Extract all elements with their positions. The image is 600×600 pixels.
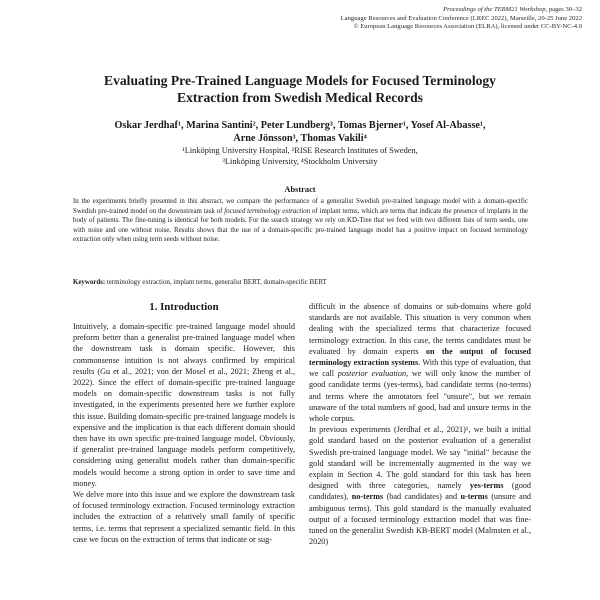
left-column	[73, 321, 295, 545]
right-p2-text-e: (bad candidates) and	[383, 492, 461, 502]
proceedings-header	[341, 6, 582, 32]
authors-line-1: Oskar Jerdhaf¹, Marina Santini², Peter Lundberg³, Tomas Bjerner¹, Yosef Al-Abasse¹,	[114, 120, 486, 131]
no-terms-label: no-terms	[351, 492, 384, 502]
right-p1-text-c: . With this type of evaluation, that we call	[309, 358, 531, 379]
right-p1-text-e: , we will only know the number of good candidate terms (yes-terms), bad candidate terms (no-terms) and terms where the annotators feel "unsure", but we remain unaware of the total numbers of good, bad and unsure terms in the whole corpus.	[309, 369, 531, 424]
affiliations	[40, 146, 560, 167]
proceedings-pages: , pages 30–32	[545, 6, 582, 13]
paper-title	[40, 72, 560, 106]
abstract-part-1: In the experiments briefly presented in this abstract, we compare the performance of a generalist Swedish pre-trained language model with a domain-specific Swedish pre-trained model on the downstream task of	[73, 198, 528, 215]
title-line-2: Extraction from Swedish Medical Records	[177, 90, 423, 105]
abstract-emphasis: focused terminology extraction	[224, 207, 311, 215]
abstract-heading: Abstract	[284, 185, 316, 194]
right-p2-text-a: In previous experiments (Jerdhaf et al., 2021)¹, we built a initial gold standard based on the posterior evaluation of a generalist Swedish pre-trained language model. We say "initial" because the gold standard will be incrementally augmented in the way we explain in Section 4. The gold standard for this task has been designed with three categories, namely	[309, 425, 531, 491]
proceedings-name: Proceedings of the TERM21 Workshop	[443, 6, 546, 13]
intro-paragraph-2: We delve more into this issue and we explore the downstream task of focused terminology extraction. Focused terminology extraction includes the extraction of a relatively small family of specific terms, i.e. terms that represent a specialized semantic field. In this case we focus on the extraction of terms that indicate or sug-	[73, 490, 295, 544]
section-heading-introduction: 1. Introduction	[149, 301, 219, 313]
u-terms-label: u-terms	[460, 492, 488, 502]
right-p1-bold: on the output of focused terminology extraction systems	[309, 346, 531, 368]
right-p2-text-g: (unsure and ambiguous terms). This gold standard is the manually evaluated output of a focused terminology extraction model that was fine-tuned on the generalist Swedish KB-BERT model (Malmsten et al., 2020)	[309, 492, 532, 547]
yes-terms-label: yes-terms	[469, 481, 504, 491]
right-column	[309, 301, 531, 547]
keywords-label: Keywords:	[73, 279, 106, 286]
intro-paragraph-1: Intuitively, a domain-specific pre-trained language model should preform better than a generalist pre-trained language model when the downstream task is domain specific. However, this commonsense intuition is not always confirmed by empirical results (Gu et al., 2021; von der Mosel et al., 2021; Zheng et al., 2022). Since the effect of domain-specific pre-trained language models on domain-specific downstream tasks is not fully investigated, in the experiments presented here we further explore this issue. Building domain-specific pre-trained language models is expensive and the implication is that each different domain should then have its own specific pre-trained language model. Obviously, if generalist pre-trained language models perform competitively, considering using generalist models rather than domain-specific models would become a strong option in order to save time and money.	[73, 322, 295, 488]
abstract-part-2: of implant terms, which are terms that indicate the presence of implants in the body of patients. The fine-tuning is identical for both models. For the search strategy we rely on KD-Tree that we feed with two different lists of term seeds, one with noise and one without noise. Results shows that the use of a domain-specific pre-trained language model has a positive impact on focused terminology extraction only when using term seeds without noise.	[73, 207, 528, 243]
keywords-text: terminology extraction, implant terms, generalist BERT, domain-specific BERT	[105, 279, 327, 286]
title-line-1: Evaluating Pre-Trained Language Models for Focused Terminology	[104, 73, 496, 88]
conference-line: Language Resources and Evaluation Conference (LREC 2022), Marseille, 20-25 June 2022	[340, 14, 582, 22]
right-paragraph-2	[309, 424, 531, 547]
affiliation-line-1: ¹Linköping University Hospital, ²RISE Research Institutes of Sweden,	[182, 146, 418, 155]
right-paragraph-1	[309, 301, 531, 424]
keywords	[73, 278, 528, 288]
author-list	[40, 120, 560, 146]
authors-line-2: Arne Jönsson³, Thomas Vakili⁴	[233, 132, 367, 144]
license-line: © European Language Resources Association (ELRA), licensed under CC-BY-NC-4.0	[353, 23, 582, 31]
right-p1-italic: posterior evaluation	[337, 369, 407, 379]
abstract-text	[73, 197, 528, 245]
right-p1-text-a: difficult in the absence of domains or sub-domains where gold standards are not available. This situation is very common when dealing with the specialized terms that characterize focused terminology extraction. In this case, the terms candidates must be evaluated by domain experts	[309, 302, 531, 356]
affiliation-line-2: ³Linköping University, ⁴Stockholm University	[222, 156, 378, 166]
right-p2-text-c: (good candidates),	[309, 481, 531, 502]
